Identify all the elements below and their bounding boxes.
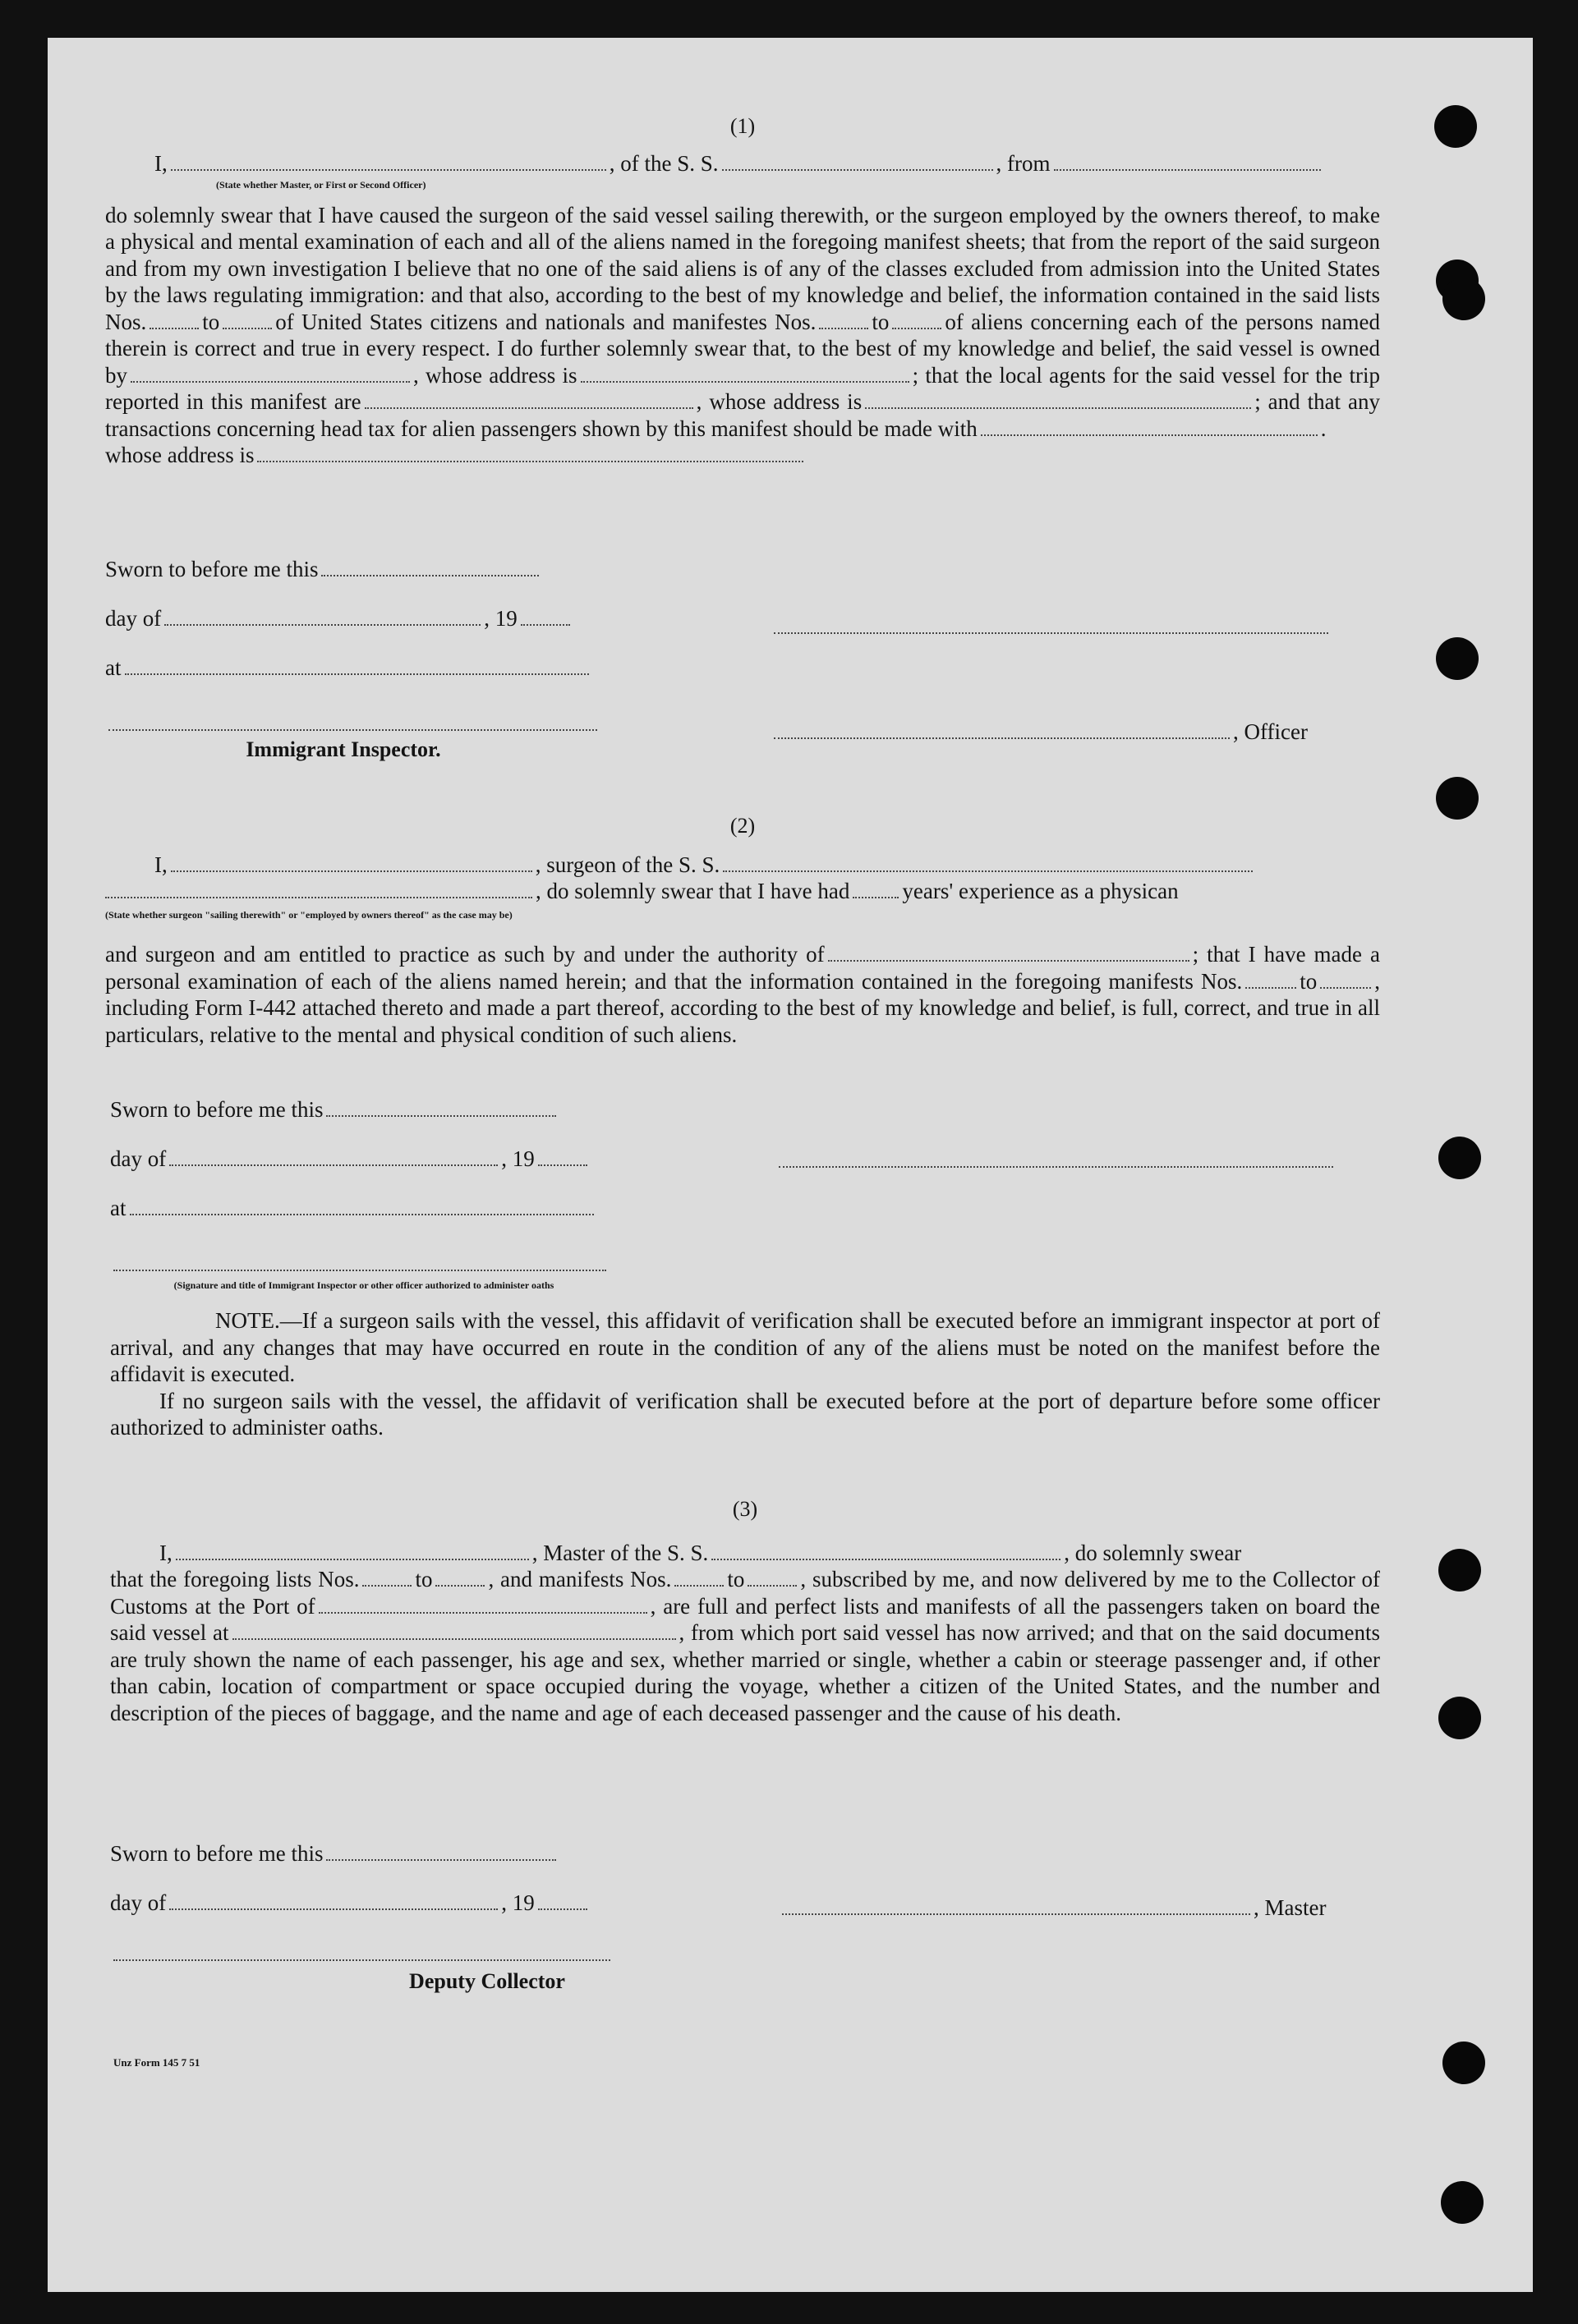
from-port-field[interactable] [1054,151,1321,171]
vessel-name-field[interactable] [711,1541,1060,1560]
punch-hole [1438,1549,1481,1591]
inspector-signature-field[interactable] [108,711,597,731]
surgeon-state-note: (State whether surgeon "sailing therewith" or "employed by owners thereof" as the case may be) [105,908,513,921]
punch-hole [1434,105,1477,148]
inspector-label: Immigrant Inspector. [246,737,441,761]
note-paragraph-2: If no surgeon sails with the vessel, the affidavit of verification shall be executed before at the port of departure before some officer authorized to administer oaths. [110,1388,1380,1440]
officer-signature-field-top[interactable] [774,614,1328,634]
manifests-to-field[interactable] [892,310,941,329]
lists-to-field[interactable] [223,310,272,329]
note-block [110,1307,1380,1441]
punch-hole [1442,2042,1485,2084]
section-heading: (3) [732,1497,758,1521]
year-field[interactable] [538,1146,587,1166]
oath-paragraph: do solemnly swear that I have caused the surgeon of the said vessel sailing therewith, or the surgeon employed by the owners thereof, to make a physical and mental examination of each and all of the aliens named in the foregoing manifest sheets; that from the report of the said surgeon and from my own investigation I believe that no one of the said aliens is of any of the classes excluded from admission into the United States by the laws regulating immigration: and that also, according to the best of my knowledge and belief, the information contained in the said lists Nos. to of United States citizens and nationals and manifestes Nos. to of aliens concerning each of the persons named therein is correct and true in every respect. I do further solemnly swear that, to the best of my knowledge and belief, the said vessel is owned by , whose address is ; that the local agents for the said vessel for the trip reported in this manifest are , whose address is ; and that any transactions concerning head tax for alien passengers shown by this manifest should be made with . [105,202,1380,441]
master-line: I, , Master of the S. S. , do solemnly swear [159,1540,1242,1565]
document-page [48,38,1533,2292]
owner-address-field[interactable] [581,363,909,383]
vessel-name-field[interactable] [722,151,993,171]
affidavit-surgeon-section [105,813,1380,1048]
state-note: (State whether Master, or First or Second Officer) [216,179,426,191]
years-field[interactable] [853,879,899,898]
sworn-row: Sworn to before me this [110,1097,559,1123]
lists-to-field[interactable] [435,1567,485,1587]
form-number: Unz Form 145 7 51 [113,2056,200,2069]
port-field[interactable] [319,1594,647,1614]
manifests-from-field[interactable] [674,1567,724,1587]
deputy-collector-label: Deputy Collector [409,1969,565,1993]
address-line: whose address is [105,442,1380,469]
agents-address-field[interactable] [865,389,1251,409]
sworn-date-field[interactable] [321,557,539,576]
surgeon-name-field[interactable] [171,852,532,872]
sworn-row: Sworn to before me this [110,1841,559,1867]
departure-port-field[interactable] [232,1620,676,1640]
place-field[interactable] [125,655,589,675]
sworn-row: Sworn to before me this [105,557,542,582]
day-row: day of , 19 [105,606,573,632]
section-heading: (1) [729,114,756,138]
affidavit-master-section [105,113,1380,469]
officer-name-field[interactable] [171,151,606,171]
year-field[interactable] [538,1890,587,1910]
year-field[interactable] [521,606,570,626]
manifests-from-field[interactable] [819,310,868,329]
at-row: at [105,655,592,681]
punch-hole [1438,1137,1481,1179]
punch-hole [1441,2181,1484,2224]
surgeon-manifest-to-field[interactable] [1320,969,1371,989]
at-row: at [110,1196,597,1221]
sworn-date-field[interactable] [326,1841,556,1861]
sworn-date-field[interactable] [326,1097,556,1117]
officer-row: , Officer [771,719,1308,745]
punch-hole [1436,637,1479,680]
inspector-signature-field[interactable] [113,1252,606,1271]
master-name-field[interactable] [176,1541,529,1560]
section-heading: (2) [729,814,756,838]
affidavit-master-arrival-section [110,1496,1380,1726]
manifests-to-field[interactable] [748,1567,797,1587]
lists-from-field[interactable] [362,1567,412,1587]
master-signature-field[interactable] [782,1895,1250,1915]
deputy-signature-field[interactable] [113,1941,610,1961]
authority-field[interactable] [828,942,1189,962]
master-signature-row: , Master [779,1895,1326,1921]
contact-address-field[interactable] [257,443,803,462]
surgeon-line: I, , surgeon of the S. S. [105,852,1380,879]
day-field[interactable] [164,606,481,626]
note-paragraph: NOTE.—If a surgeon sails with the vessel, this affidavit of verification shall be executed before an immigrant inspector at port of arrival, and any changes that may have occurred en route in the condition of any of the aliens must be noted on the manifest before the affidavit is executed. [110,1308,1380,1386]
day-row: day of , 19 [110,1890,591,1916]
officer-signature-field[interactable] [774,719,1230,739]
surgeon-vessel-field[interactable] [723,852,1253,872]
oath-line: I, , of the S. S. , from [105,150,1380,177]
signature-note: (Signature and title of Immigrant Inspector or other officer authorized to administer oaths [173,1279,554,1291]
day-row: day of , 19 [110,1146,591,1172]
surgeon-paragraph: and surgeon and am entitled to practice as such by and under the authority of ; that I have made a personal examination of each of the aliens named herein; and that the information contained in the foregoing manifests Nos. to , including Form I-442 attached thereto and made a part thereof, according to the best of my knowledge and belief, is full, correct, and true in all particulars, relative to the mental and physical condition of such aliens. [105,942,1380,1047]
lists-from-field[interactable] [150,310,199,329]
day-field[interactable] [169,1890,498,1910]
experience-line: , do solemnly swear that I have had years' experience as a physican [105,878,1380,905]
day-field[interactable] [169,1146,498,1166]
punch-hole [1436,777,1479,820]
agents-field[interactable] [365,389,693,409]
place-field[interactable] [130,1196,594,1215]
punch-hole [1442,278,1485,320]
surgeon-manifest-from-field[interactable] [1245,969,1296,989]
surgeon-signature-field[interactable] [779,1148,1333,1168]
owner-field[interactable] [131,363,410,383]
head-tax-contact-field[interactable] [981,416,1318,436]
surgeon-status-field[interactable] [105,879,532,898]
master-paragraph: that the foregoing lists Nos. to , and manifests Nos. to , subscribed by me, and now delivered by me to the Collector of Customs at the Port of , are full and perfect lists and manifests of all the passengers taken on board the said vessel at , from which port said vessel has now arrived; and that on the said documents are truly shown the name of each passenger, his age and sex, whether married or single, whether a cabin or steerage passenger and, if other than cabin, location of compartment or space occupied during the voyage, whether a citizen of the United States, and the number and description of the pieces of baggage, and the name and age of each deceased passenger and the cause of his death. [110,1567,1381,1725]
punch-hole [1438,1697,1481,1739]
